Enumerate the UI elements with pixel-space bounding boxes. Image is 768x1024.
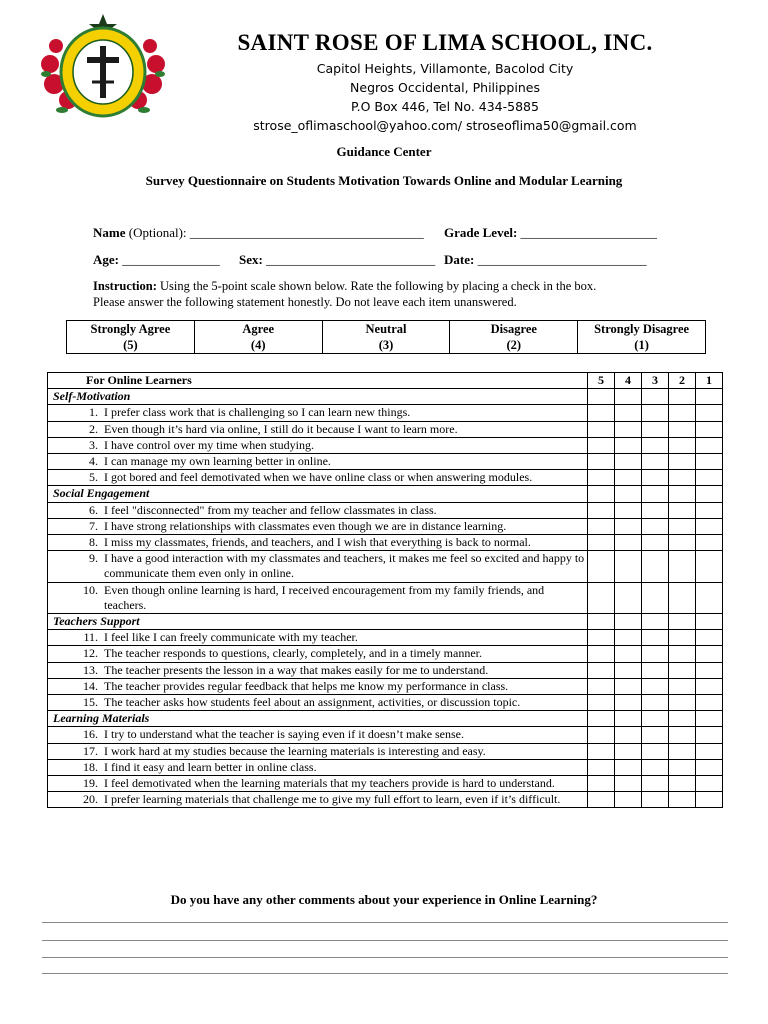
question-number: 4. [89,454,98,469]
question-text: I work hard at my studies because the learning materials is interesting and easy. [104,743,486,758]
address-line-1: Capitol Heights, Villamonte, Bacolod City [316,61,574,76]
rating-checkbox[interactable] [615,776,642,792]
question-cell [48,405,588,421]
question-row [48,535,723,551]
rating-checkbox[interactable] [669,582,696,613]
question-item [48,630,587,645]
section-title: Social Engagement [48,486,588,502]
question-cell [48,454,588,470]
scale-cell [67,321,195,354]
questionnaire-table [47,372,723,808]
empty-cell [696,614,723,630]
empty-cell [696,711,723,727]
question-row [48,551,723,582]
scale-value: (1) [634,338,649,352]
answer-line[interactable] [42,922,728,923]
school-name: SAINT ROSE OF LIMA SCHOOL, INC. [237,30,653,55]
rating-checkbox[interactable] [642,502,669,518]
section-title: Teachers Support [48,614,588,630]
question-row [48,792,723,808]
question-number: 19. [83,776,98,791]
question-text: I feel demotivated when the learning materials that my teachers provide is hard to understand. [104,776,555,791]
rating-checkbox[interactable] [669,743,696,759]
question-item [48,792,587,807]
sex-field[interactable] [239,252,435,268]
rating-checkbox[interactable] [588,518,615,534]
empty-cell [615,711,642,727]
rating-checkbox[interactable] [669,776,696,792]
scale-cell [322,321,450,354]
age-blank[interactable]: _______________ [122,252,220,267]
rating-checkbox[interactable] [588,470,615,486]
rating-checkbox[interactable] [615,518,642,534]
rating-column-header: 4 [615,373,642,389]
rating-checkbox[interactable] [642,646,669,662]
question-cell [48,518,588,534]
scale-label: Strongly Agree [90,322,171,336]
rating-checkbox[interactable] [588,646,615,662]
rating-checkbox[interactable] [642,678,669,694]
question-text: I prefer class work that is challenging so I can learn new things. [104,405,411,420]
question-item [48,679,587,694]
section-row [48,614,723,630]
rating-checkbox[interactable] [669,759,696,775]
rating-checkbox[interactable] [642,470,669,486]
question-number: 12. [83,646,98,661]
question-cell [48,727,588,743]
rating-checkbox[interactable] [696,405,723,421]
question-number: 6. [89,502,98,517]
question-number: 3. [89,437,98,452]
rating-checkbox[interactable] [615,502,642,518]
rating-checkbox[interactable] [696,421,723,437]
question-number: 16. [83,727,98,742]
rating-checkbox[interactable] [696,630,723,646]
question-row [48,518,723,534]
rating-checkbox[interactable] [615,646,642,662]
question-row [48,454,723,470]
date-field[interactable] [444,252,647,268]
question-cell [48,743,588,759]
scale-cell [578,321,706,354]
rating-checkbox[interactable] [669,535,696,551]
rating-checkbox[interactable] [669,421,696,437]
survey-title: Survey Questionnaire on Students Motivation Towards Online and Modular Learning [145,173,623,188]
rating-checkbox[interactable] [615,743,642,759]
grade-level-label: Grade Level: [444,225,518,240]
question-row [48,776,723,792]
table-header-row [48,373,723,389]
scale-label: Strongly Disagree [594,322,690,336]
empty-cell [615,486,642,502]
empty-cell [615,614,642,630]
rating-checkbox[interactable] [696,470,723,486]
rating-checkbox[interactable] [642,695,669,711]
question-text: The teacher provides regular feedback that helps me know my performance in class. [104,678,509,693]
rating-checkbox[interactable] [615,470,642,486]
question-text: Even though online learning is hard, I received encouragement from my family friends, and teachers. [104,582,545,612]
rating-checkbox[interactable] [669,695,696,711]
rating-checkbox[interactable] [642,518,669,534]
question-cell [48,678,588,694]
rating-checkbox[interactable] [696,759,723,775]
rating-checkbox[interactable] [615,630,642,646]
rating-checkbox[interactable] [696,792,723,808]
question-cell [48,646,588,662]
question-row [48,405,723,421]
rating-checkbox[interactable] [642,630,669,646]
question-number: 17. [83,743,98,758]
rating-checkbox[interactable] [642,792,669,808]
question-item [48,776,587,791]
rating-checkbox[interactable] [588,454,615,470]
answer-line[interactable] [42,973,728,974]
rating-checkbox[interactable] [642,776,669,792]
name-blank[interactable]: ____________________________________ [189,225,424,240]
rating-checkbox[interactable] [696,646,723,662]
question-number: 8. [89,535,98,550]
rating-checkbox[interactable] [588,678,615,694]
question-item [48,503,587,518]
question-text: I have strong relationships with classmates even though we are in distance learning. [104,518,507,533]
rating-checkbox[interactable] [615,678,642,694]
address-line-2: Negros Occidental, Philippines [350,80,540,95]
question-cell [48,695,588,711]
question-number: 5. [89,470,98,485]
question-text: I can manage my own learning better in online. [104,454,331,469]
question-text: I prefer learning materials that challenge me to give my full effort to learn, even if it’s difficult. [104,792,561,807]
question-item [48,744,587,759]
rating-checkbox[interactable] [642,662,669,678]
rating-checkbox[interactable] [642,535,669,551]
instruction-label: Instruction: [93,279,157,293]
rating-column-header: 3 [642,373,669,389]
empty-cell [696,389,723,405]
rating-checkbox[interactable] [615,759,642,775]
question-number: 15. [83,695,98,710]
question-row [48,662,723,678]
question-text: I find it easy and learn better in online class. [104,759,317,774]
empty-cell [615,389,642,405]
question-text: I have a good interaction with my classmates and teachers, it makes me feel so excited and happy to communicate them even only in online. [104,551,585,581]
question-number: 18. [83,759,98,774]
rating-checkbox[interactable] [696,678,723,694]
department-title: Guidance Center [336,144,432,159]
empty-cell [642,711,669,727]
question-text: I miss my classmates, friends, and teachers, and I wish that everything is back to normal. [104,535,531,550]
rating-checkbox[interactable] [588,437,615,453]
rating-checkbox[interactable] [696,695,723,711]
question-row [48,759,723,775]
question-row [48,646,723,662]
rating-checkbox[interactable] [615,792,642,808]
empty-cell [669,389,696,405]
empty-cell [588,614,615,630]
question-text: I feel like I can freely communicate with my teacher. [104,630,358,645]
rating-checkbox[interactable] [588,630,615,646]
question-row [48,678,723,694]
sex-blank[interactable]: __________________________ [266,252,436,267]
rating-checkbox[interactable] [669,437,696,453]
rating-checkbox[interactable] [696,551,723,582]
question-row [48,470,723,486]
rating-checkbox[interactable] [696,582,723,613]
scale-label: Disagree [490,322,537,336]
answer-line[interactable] [42,957,728,958]
question-number: 7. [89,518,98,533]
rating-checkbox[interactable] [615,535,642,551]
question-text: I got bored and feel demotivated when we have online class or when answering modules. [104,470,533,485]
empty-cell [642,389,669,405]
rating-checkbox[interactable] [615,551,642,582]
sex-label: Sex: [239,252,263,267]
question-item [48,535,587,550]
question-cell [48,792,588,808]
rating-checkbox[interactable] [588,551,615,582]
rating-checkbox[interactable] [588,582,615,613]
date-label: Date: [444,252,475,267]
question-text: Even though it’s hard via online, I still do it because I want to learn more. [104,421,458,436]
rating-checkbox[interactable] [669,630,696,646]
scale-cell [194,321,322,354]
rating-checkbox[interactable] [669,470,696,486]
empty-cell [669,614,696,630]
scale-value: (2) [506,338,522,352]
scale-value: (5) [123,338,138,352]
question-number: 2. [89,421,98,436]
section-title: Learning Materials [48,711,588,727]
empty-cell [642,486,669,502]
rating-checkbox[interactable] [669,454,696,470]
question-row [48,582,723,613]
rating-checkbox[interactable] [588,759,615,775]
question-text: I try to understand what the teacher is saying even if it doesn’t make sense. [104,727,465,742]
comment-prompt: Do you have any other comments about your experience in Online Learning? [170,892,598,907]
rating-checkbox[interactable] [642,405,669,421]
section-row [48,486,723,502]
instruction-text-1: Using the 5-point scale shown below. Rate the following by placing a check in the box. [160,279,597,293]
empty-cell [642,614,669,630]
name-label: Name [93,225,126,240]
question-cell [48,759,588,775]
answer-line[interactable] [42,940,728,941]
rating-checkbox[interactable] [642,743,669,759]
question-number: 9. [89,551,98,566]
rating-checkbox[interactable] [669,662,696,678]
empty-cell [588,711,615,727]
question-item [48,727,587,742]
rating-checkbox[interactable] [669,405,696,421]
rating-checkbox[interactable] [669,792,696,808]
question-cell [48,582,588,613]
rating-checkbox[interactable] [696,776,723,792]
question-row [48,743,723,759]
question-number: 1. [89,405,98,420]
rating-checkbox[interactable] [588,776,615,792]
rating-checkbox[interactable] [588,421,615,437]
rating-column-header: 2 [669,373,696,389]
rating-checkbox[interactable] [696,502,723,518]
instruction-text-2: Please answer the following statement honestly. Do not leave each item unanswered. [93,295,517,309]
rating-checkbox[interactable] [642,582,669,613]
question-item [48,422,587,437]
rating-checkbox[interactable] [588,662,615,678]
rating-checkbox[interactable] [696,662,723,678]
rating-checkbox[interactable] [615,695,642,711]
question-item [48,470,587,485]
rating-checkbox[interactable] [615,421,642,437]
rating-checkbox[interactable] [696,727,723,743]
rating-checkbox[interactable] [588,405,615,421]
scale-value: (3) [378,338,394,352]
empty-cell [669,486,696,502]
question-item [48,454,587,469]
question-number: 14. [83,678,98,693]
rating-checkbox[interactable] [696,743,723,759]
rating-checkbox[interactable] [615,582,642,613]
question-item [48,663,587,678]
rating-checkbox[interactable] [588,792,615,808]
rating-checkbox[interactable] [669,727,696,743]
question-cell [48,630,588,646]
question-item [48,695,587,710]
question-row [48,695,723,711]
section-row [48,389,723,405]
rating-column-header: 1 [696,373,723,389]
question-row [48,421,723,437]
empty-cell [696,486,723,502]
question-cell [48,776,588,792]
rating-checkbox[interactable] [642,437,669,453]
rating-checkbox[interactable] [642,551,669,582]
question-row [48,502,723,518]
scale-value: (4) [250,338,266,352]
rating-checkbox[interactable] [588,695,615,711]
rating-checkbox[interactable] [615,405,642,421]
rating-checkbox[interactable] [588,535,615,551]
school-logo [38,12,168,120]
scale-label: Neutral [365,322,407,336]
age-label: Age: [93,252,119,267]
scale-cell [450,321,578,354]
question-number: 13. [83,662,98,677]
question-cell [48,437,588,453]
question-text: I feel "disconnected" from my teacher and fellow classmates in class. [104,502,437,517]
rating-checkbox[interactable] [615,454,642,470]
rating-checkbox[interactable] [615,662,642,678]
question-item [48,438,587,453]
section-title: Self-Motivation [48,389,588,405]
age-field[interactable] [93,252,220,268]
question-item [48,519,587,534]
rating-checkbox[interactable] [696,518,723,534]
question-number: 11. [83,630,98,645]
rating-column-header: 5 [588,373,615,389]
question-item [48,551,587,581]
name-field[interactable] [93,225,424,241]
empty-cell [588,389,615,405]
instruction [93,278,693,310]
question-item [48,646,587,661]
question-row [48,437,723,453]
rating-checkbox[interactable] [669,502,696,518]
name-optional-label: (Optional): [128,225,187,240]
rating-checkbox[interactable] [642,759,669,775]
rating-checkbox[interactable] [669,518,696,534]
rating-checkbox[interactable] [696,535,723,551]
question-item [48,760,587,775]
question-text: The teacher presents the lesson in a way that makes easily for me to understand. [104,662,489,677]
grade-level-blank[interactable]: _____________________ [520,225,658,240]
question-cell [48,662,588,678]
section-row [48,711,723,727]
question-row [48,630,723,646]
rating-checkbox[interactable] [588,727,615,743]
empty-cell [669,711,696,727]
rating-checkbox[interactable] [669,678,696,694]
address-line-3: P.O Box 446, Tel No. 434-5885 [351,99,539,114]
date-blank[interactable]: __________________________ [477,252,647,267]
rating-checkbox[interactable] [615,437,642,453]
question-cell [48,502,588,518]
rating-scale-legend [66,320,706,354]
question-item [48,405,587,420]
question-text: I have control over my time when studying. [104,437,314,452]
rating-checkbox[interactable] [696,437,723,453]
rating-checkbox[interactable] [696,454,723,470]
question-number: 10. [83,582,98,597]
rating-checkbox[interactable] [642,727,669,743]
rating-checkbox[interactable] [588,743,615,759]
question-text: The teacher asks how students feel about an assignment, activities, or discussion topic. [104,695,521,710]
scale-label: Agree [242,322,275,336]
question-cell [48,551,588,582]
rating-checkbox[interactable] [642,421,669,437]
question-cell [48,535,588,551]
question-cell [48,421,588,437]
email-line: strose_oflimaschool@yahoo.com/ stroseoflima50@gmail.com [253,118,637,133]
question-text: The teacher responds to questions, clearly, completely, and in a timely manner. [104,646,482,661]
question-row [48,727,723,743]
table-header-title: For Online Learners [48,373,588,389]
rating-checkbox[interactable] [588,502,615,518]
empty-cell [588,486,615,502]
rating-checkbox[interactable] [669,646,696,662]
question-cell [48,470,588,486]
grade-level-field[interactable] [444,225,657,241]
rating-checkbox[interactable] [669,551,696,582]
question-number: 20. [83,792,98,807]
rating-checkbox[interactable] [642,454,669,470]
rating-checkbox[interactable] [615,727,642,743]
question-item [48,583,587,613]
